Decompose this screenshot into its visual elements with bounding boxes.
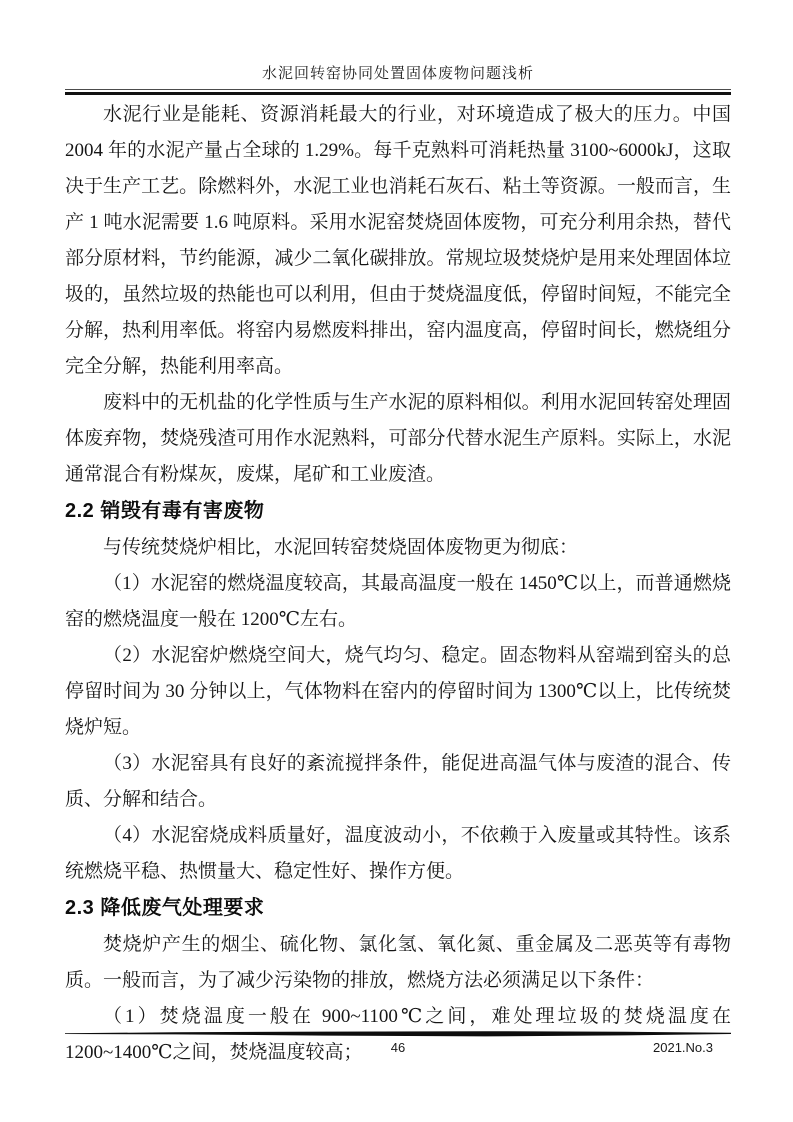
page-footer <box>65 1031 731 1055</box>
paragraph-pollutants: 焚烧炉产生的烟尘、硫化物、氯化氢、氧化氮、重金属及二恶英等有毒物质。一般而言，为了减少污染物的排放，燃烧方法必须满足以下条件： <box>65 934 731 991</box>
header-rule-thin <box>65 89 731 90</box>
paragraph-intro: 水泥行业是能耗、资源消耗最大的行业，对环境造成了极大的压力。中国 2004 年的水泥产量占全球的 1.29%。每千克熟料可消耗热量 3100~6000kJ，这取决于生产工艺。除燃料外，水泥工业也消耗石灰石、粘土等资源。一般而言，生产 1 吨水泥需要 1.6 吨原料。采用水泥窑焚烧固体废物，可充分利用余热，替代部分原材料，节约能源，减少二氧化碳排放。常规垃圾焚烧炉是用来处理固体垃圾的，虽然垃圾的热能也可以利用，但由于焚烧温度低，停留时间短，不能完全分解，热利用率低。将窑内易燃废料排出，窑内温度高，停留时间长，燃烧组分完全分解，热能利用率高。 <box>65 104 731 377</box>
list-item-3: （3）水泥窑具有良好的紊流搅拌条件，能促进高温气体与废渣的混合、传质、分解和结合。 <box>65 753 731 810</box>
page-body <box>65 97 731 1071</box>
list-item-2: （2）水泥窑炉燃烧空间大，烧气均匀、稳定。固态物料从窑端到窑头的总停留时间为 30 分钟以上，气体物料在窑内的停留时间为 1300℃以上，比传统焚烧炉短。 <box>65 645 731 738</box>
header-rule-thick <box>65 92 731 95</box>
list-item-1: （1）水泥窑的燃烧温度较高，其最高温度一般在 1450℃以上，而普通燃烧窑的燃烧温度一般在 1200℃左右。 <box>65 573 731 630</box>
running-title: 水泥回转窑协同处置固体废物问题浅析 <box>261 66 534 82</box>
page-header <box>65 0 731 95</box>
section-heading-2-3: 2.3 降低废气处理要求 <box>65 897 265 919</box>
paragraph-compare: 与传统焚烧炉相比，水泥回转窑焚烧固体废物更为彻底： <box>103 537 579 558</box>
list-item-temp: （1）焚烧温度一般在 900~1100℃之间，难处理垃圾的焚烧温度在 1200~1400℃之间，焚烧温度较高； <box>65 1006 731 1063</box>
issue-label: 2021.No.3 <box>653 1040 713 1055</box>
list-item-4: （4）水泥窑烧成料质量好，温度波动小，不依赖于入废量或其特性。该系统燃烧平稳、热惯量大、稳定性好、操作方便。 <box>65 825 731 882</box>
section-heading-2-2: 2.2 销毁有毒有害废物 <box>65 500 265 522</box>
paragraph-waste-salts: 废料中的无机盐的化学性质与生产水泥的原料相似。利用水泥回转窑处理固体废弃物，焚烧残渣可用作水泥熟料，可部分代替水泥生产原料。实际上，水泥通常混合有粉煤灰，废煤，尾矿和工业废渣。 <box>65 392 731 485</box>
page-number: 46 <box>390 1040 406 1055</box>
footer-row <box>65 1040 731 1055</box>
footer-rule <box>65 1031 731 1037</box>
